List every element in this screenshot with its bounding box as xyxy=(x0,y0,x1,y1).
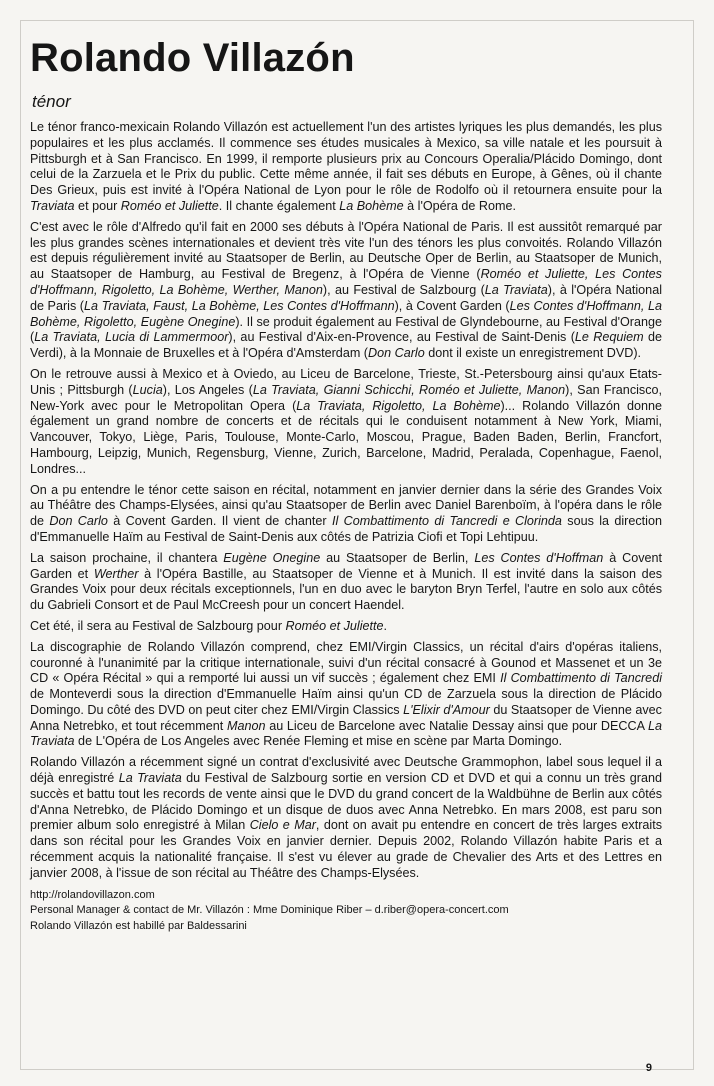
wardrobe-credit: Rolando Villazón est habillé par Baldessarini xyxy=(30,919,247,932)
work-title: Eugène Onegine xyxy=(223,550,321,565)
paragraph-text: au Staatsoper de Berlin, xyxy=(320,550,475,565)
manager-contact: Personal Manager & contact de Mr. Villazón : Mme Dominique Riber – d.riber@opera-concert.com xyxy=(30,904,509,917)
work-title: La Traviata xyxy=(118,771,182,786)
paragraph-text: On le retrouve aussi à Mexico et à Oviedo, au Liceu de Barcelone, Trieste, St.-Petersbourg ainsi qu'aux Etats-Unis ; Pittsburgh ( xyxy=(30,366,662,397)
work-title: Werther xyxy=(93,566,139,581)
work-title: La Traviata, Rigoletto, La Bohème xyxy=(296,398,501,413)
paragraph-text: . Il chante également xyxy=(218,198,340,213)
biography-paragraph xyxy=(30,755,662,881)
work-title: Don Carlo xyxy=(49,514,108,529)
paragraph-text: La saison prochaine, il chantera xyxy=(30,550,224,565)
work-title: Don Carlo xyxy=(368,346,425,361)
paragraph-text: à Covent Garden et xyxy=(30,550,663,581)
paragraph-text: Rolando Villazón a récemment signé un contrat d'exclusivité avec Deutsche Grammophon, label sous lequel il a déjà enregistré xyxy=(30,755,662,786)
biography-paragraph xyxy=(30,120,662,215)
paragraph-text: . xyxy=(383,618,388,633)
paragraph-text: à l'Opéra de Rome. xyxy=(403,198,516,213)
paragraph-text: ), au Festival d'Aix-en-Provence, au Festival de Saint-Denis ( xyxy=(228,330,575,345)
work-title: Le Requiem xyxy=(574,330,644,345)
biography-paragraph xyxy=(30,640,662,751)
work-title: Manon xyxy=(226,718,266,733)
work-title: Cielo e Mar xyxy=(249,818,316,833)
paragraph-text: ), au Festival de Salzbourg ( xyxy=(322,282,485,297)
work-title: Traviata xyxy=(30,198,75,213)
paragraph-text: ), à l'Opéra National de Paris ( xyxy=(30,282,662,313)
paragraph-text: Le ténor franco-mexicain Rolando Villazón est actuellement l'un des artistes lyriques les plus demandés, les plus populaires et les plus acclamés. Il commence ses études musicales à Mexico, sa ville natale et les poursuit à Pittsburgh et à San Francisco. En 1999, il remporte plusieurs prix au Concours Operalia/Plácido Domingo, dont celui de la Zarzuela et le Prix du public. Cette même année, il fait ses débuts en Europe, à Gênes, où il chante Des Grieux, puis est invité à l'Opéra National de Lyon pour le rôle de Rodolfo où il retournera ensuite pour la xyxy=(30,120,662,198)
biography-paragraph xyxy=(30,551,662,614)
work-title: Les Contes d'Hoffman xyxy=(474,550,604,565)
paragraph-text: ), Los Angeles ( xyxy=(162,382,253,397)
biography-body xyxy=(30,120,662,882)
paragraph-text: au Liceu de Barcelone avec Natalie Dessay ainsi que pour DECCA xyxy=(265,718,648,733)
paragraph-text: ). Il se produit également au Festival de Glyndebourne, au Festival d'Orange ( xyxy=(30,314,662,345)
work-title: Roméo et Juliette xyxy=(120,198,219,213)
paragraph-text: du Staatsoper de Vienne avec Anna Netrebko, et tout récemment xyxy=(30,702,662,733)
page-number: 9 xyxy=(645,1062,652,1074)
work-title: Les Contes d'Hoffmann, La Bohème, Rigoletto, Eugène Onegine xyxy=(30,298,662,329)
biography-paragraph xyxy=(30,367,662,478)
biography-paragraph xyxy=(30,220,662,362)
voice-type-subtitle: ténor xyxy=(32,92,71,111)
paragraph-text: à l'Opéra Bastille, au Staatsoper de Vienne et à Munich. Il est invité dans la saison des Grandes Voix pour deux récitals exceptionnels, l'un en duo avec le baryton Bryn Terfel, l'autre en solo aux côtés du Gabrieli Consort et de Paul McCreesh pour un concert Haendel. xyxy=(30,566,662,613)
footer-credits xyxy=(30,888,662,935)
paragraph-text: La discographie de Rolando Villazón comprend, chez EMI/Virgin Classics, un récital d'airs d'opéras italiens, couronné à l'unanimité par la critique internationale, suivi d'un récital consacré à Gounod et Massenet et un 3e CD « Opéra Récital » qui a remporté lui aussi un vif succès ; également chez EMI xyxy=(30,639,662,686)
work-title: Il Combattimento di Tancredi e Clorinda xyxy=(331,514,562,529)
biography-paragraph xyxy=(30,483,662,546)
paragraph-text: )... Rolando Villazón donne également un grand nombre de concerts et de récitals qui le conduisent notamment à New York, Miami, Vancouver, Tokyo, Liège, Paris, Toulouse, Monte-Carlo, Moscou, Prague, Baden Baden, Berlin, Francfort, Hambourg, Leipzig, Munich, Regensburg, Vienne, Zurich, Barcelone, Madrid, Peralada, Copenhague, Faenol, Londres... xyxy=(30,398,662,476)
work-title: La Traviata xyxy=(484,282,548,297)
biography-paragraph xyxy=(30,619,662,635)
work-title: La Traviata, Lucia di Lammermoor xyxy=(34,330,229,345)
work-title: Il Combattimento di Tancredi xyxy=(500,671,662,686)
paragraph-text: On a pu entendre le ténor cette saison en récital, notamment en janvier dernier dans la série des Grandes Voix au Théâtre des Champs-Elysées, ainsi qu'au Staatsoper de Berlin avec Daniel Barenboïm, à l'opéra dans le rôle de xyxy=(30,482,662,529)
paragraph-text: sous la direction d'Emmanuelle Haïm au Festival de Saint-Denis aux côtés de Patrizia Ciofi et Topi Lehtipuu. xyxy=(30,514,662,544)
paragraph-text: , dont on avait pu entendre en concert de très larges extraits dans son récital pour les Grandes Voix en janvier dernier. Depuis 2002, Rolando Villazón habite Paris et a récemment acquis la nationalité française. Il s'est vu élever au grade de Chevalier des Arts et des Lettres en janvier 2008, à l'issue de son récital au Théâtre des Champs-Elysées. xyxy=(30,818,662,880)
paragraph-text: de L'Opéra de Los Angeles avec Renée Fleming et mise en scène par Marta Domingo. xyxy=(74,734,563,749)
work-title: Lucia xyxy=(132,382,163,397)
website-link[interactable]: http://rolandovillazon.com xyxy=(30,888,155,901)
paragraph-text: de Verdi), à la Monnaie de Bruxelles et à l'Opéra d'Amsterdam ( xyxy=(30,330,662,361)
paragraph-text: dont il existe un enregistrement DVD). xyxy=(424,346,642,361)
paragraph-text: ), à Covent Garden ( xyxy=(394,298,510,313)
paragraph-text: Cet été, il sera au Festival de Salzbourg pour xyxy=(30,618,286,633)
work-title: Roméo et Juliette xyxy=(285,618,384,633)
paragraph-text: du Festival de Salzbourg sortie en version CD et DVD et qui a connu un très grand succès et battu tout les records de vente ainsi que le DVD du grand concert de la Waldbühne de Berlin aux côtés d'Anna Netrebko, de Plácido Domingo et un disque de duos avec Anna Netrebko. En mars 2008, est paru son premier album solo enregistré à Milan xyxy=(30,771,662,833)
work-title: Roméo et Juliette, Les Contes d'Hoffmann, Rigoletto, La Bohème, Werther, Manon xyxy=(30,267,662,297)
paragraph-text: C'est avec le rôle d'Alfredo qu'il fait en 2000 ses débuts à l'Opéra National de Paris. Il est aussitôt remarqué par les plus grandes scènes internationales et devient très vite l'un des ténors les plus convoités. Rolando Villazón est depuis régulièrement invité au Staatsoper de Berlin, au Deutsche Oper de Berlin, au Staatsoper de Munich, au Staatsoper de Hamburg, au Festival de Bregenz, à l'Opéra de Vienne ( xyxy=(30,219,662,282)
page-title: Rolando Villazón xyxy=(30,36,355,80)
paragraph-text: de Monteverdi sous la direction d'Emmanuelle Haïm ainsi qu'un CD de Zarzuela sous la direction de Plácido Domingo. Du côté des DVD on peut citer chez EMI/Virgin Classics xyxy=(30,687,662,717)
work-title: La Traviata, Faust, La Bohème, Les Contes d'Hoffmann xyxy=(84,298,395,313)
paragraph-text: à Covent Garden. Il vient de chanter xyxy=(107,514,332,529)
work-title: La Traviata xyxy=(30,718,662,749)
article xyxy=(30,36,662,934)
work-title: La Traviata, Gianni Schicchi, Roméo et Juliette, Manon xyxy=(252,382,566,397)
work-title: L'Elixir d'Amour xyxy=(403,702,490,717)
paragraph-text: et pour xyxy=(74,198,121,213)
work-title: La Bohème xyxy=(339,198,404,213)
paragraph-text: ), San Francisco, New-York avec pour le Metropolitan Opera ( xyxy=(30,382,663,413)
